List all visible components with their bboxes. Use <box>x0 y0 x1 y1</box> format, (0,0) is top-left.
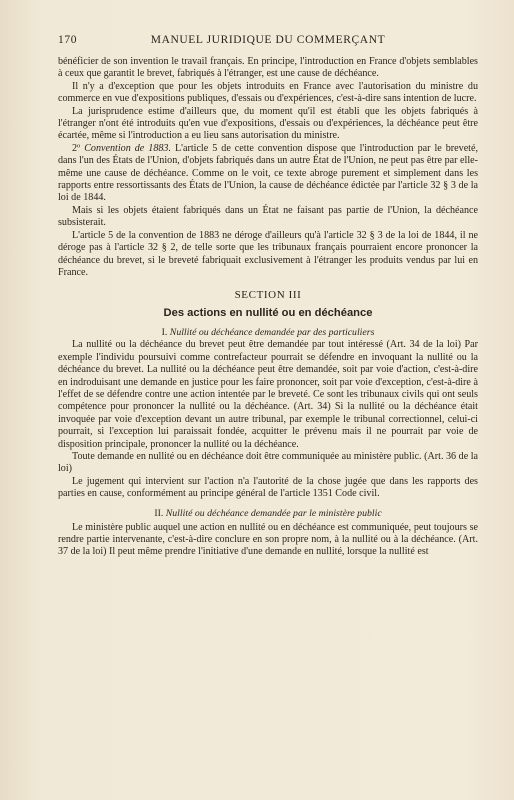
item-title: Convention de 1883. <box>84 142 171 154</box>
paragraph: L'article 5 de la convention de 1883 ne déroge d'ailleurs qu'à l'article 32 § 3 de la loi de 1844, il ne déroge pas à l'article 32 § 2, de telle sorte que les tribunaux français pourraient encore prononcer la déchéance du brevet, si le breveté fabriquait exclusivement à l'étranger les produits vendus par lui en France. <box>58 229 478 278</box>
subsection-number: II. <box>154 507 164 519</box>
paragraph-text: L'article 5 de cette convention dispose que l'introduction par le breveté, dans l'un des États de l'Union, d'objets fabriqués dans un autre État de l'Union, ne peut pas être par elle-même une cause de déchéance. Comme on le voit, ce texte abroge purement et simplement dans les rapports entre ressortissants des États de l'Union, la cause de déchéance édictée par l'article 32 § 3 de la loi de 1844. <box>58 142 478 204</box>
paragraph: Mais si les objets étaient fabriqués dans un État ne faisant pas partie de l'Union, la déchéance subsisterait. <box>58 204 478 229</box>
paragraph: Toute demande en nullité ou en déchéance doit être communiquée au ministère public. (Art. 36 de la loi) <box>58 450 478 475</box>
paragraph <box>58 143 478 205</box>
running-head <box>58 34 478 46</box>
paragraph: bénéficier de son invention le travail français. En principe, l'introduction en France d'objets semblables à ceux que garantit le brevet, fabriqués à l'étranger, est une cause de déchéance. <box>58 56 478 80</box>
paragraph: La nullité ou la déchéance du brevet peut être demandée par tout intéressé (Art. 34 de la loi) Par exemple l'individu poursuivi comme contrefacteur pourrait se défendre en invoquant la nullité ou la déchéance du brevet. La nullité ou la déchéance peut être demandée, soit par voie d'action, c'est-à-dire en indroduisant une demande en justice pour les faire prononcer, soit par voie d'exception, c'est-à-dire à l'effet de se défendre contre une action intentée par le breveté. Ce sont les tribunaux civils qui ont seuls compétence pour prononcer la nullité ou la déchéance. (Art. 34) Si la nullité ou la déchéance était invoquée par voie d'exception devant un autre tribunal, par exemple le tribunal correctionnel, celui-ci pourrait, si l'exception lui paraissait fondée, acquitter le prévenu mais il ne pourrait par voie de disposition principale, prononcer la nullité ou la déchéance. <box>58 339 478 450</box>
paragraph: Le ministère public auquel une action en nullité ou en déchéance est communiquée, peut toujours se rendre partie intervenante, c'est-à-dire conclure en son propre nom, à la nullité ou à la déchéance. (Art. 37 de la loi) Il peut même prendre l'initiative d'une demande en nullité, lorsque la nullité est <box>58 521 478 558</box>
paragraph: La jurisprudence estime d'ailleurs que, du moment qu'il est établi que les objets fabriqués à l'étranger n'ont été introduits qu'en vue d'expositions, d'essais ou d'expériences, la déchéance peut être écartée, même si l'introduction a eu lieu sans autorisation du ministre. <box>58 105 478 142</box>
subsection-heading <box>58 508 478 519</box>
section-label: SECTION III <box>234 289 302 302</box>
section-title: Des actions en nullité ou en déchéance <box>163 307 373 320</box>
subsection-heading <box>58 327 478 338</box>
running-title: MANUEL JURIDIQUE DU COMMERÇANT <box>150 34 386 46</box>
page-number: 170 <box>58 34 78 46</box>
subsection-title: Nullité ou déchéance demandée par le ministère public <box>165 507 382 519</box>
subsection-title: Nullité ou déchéance demandée par des particuliers <box>169 327 375 339</box>
subsection-number: I. <box>161 327 168 339</box>
paragraph: Il n'y a d'exception que pour les objets introduits en France avec l'autorisation du ministre du commerce en vue d'expositions publiques, d'essais ou d'expériences, c'est-à-dire sans intention de lucre. <box>58 80 478 105</box>
paragraph: Le jugement qui intervient sur l'action n'a l'autorité de la chose jugée que dans les rapports des parties en cause, conformément au principe général de l'article 1351 Code civil. <box>58 475 478 500</box>
item-number: 2º <box>72 142 81 154</box>
